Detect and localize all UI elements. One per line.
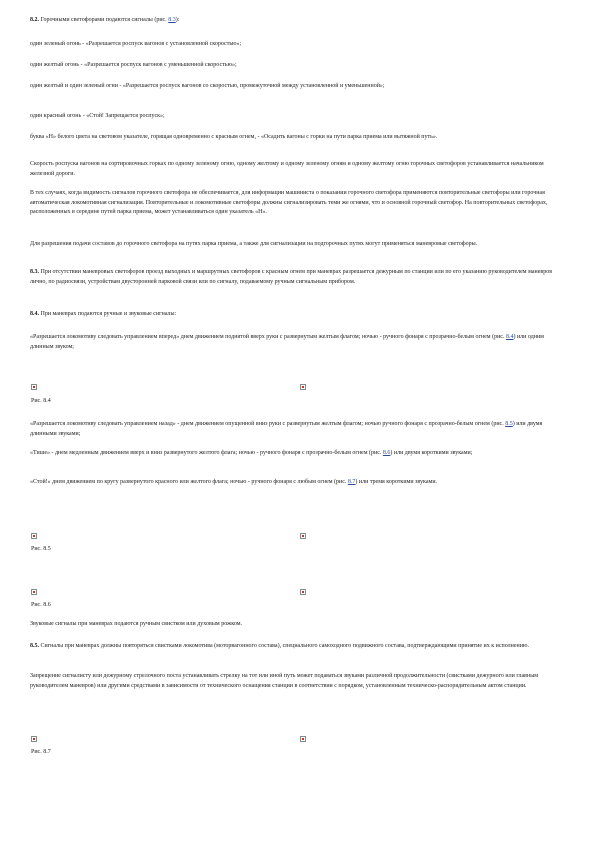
section-number: 8.5.	[30, 643, 39, 649]
signal-red: один красный огонь - «Стой! Запрещается роспуск»;	[30, 113, 165, 119]
paragraph-8-4	[30, 310, 565, 320]
figure-caption-8-6: Рис. 8.6	[31, 602, 51, 608]
paragraph-text: При отсутствии маневровых светофоров проезд выходных и маршрутных светофоров с красным огнем при маневрах разрешается дежурным по станции или по его указанию руководителем маневров лично, по радиосвязи, устройствам двусторонней парковой связи или по сигналу, подаваемому ручным сигнальным прибором.	[30, 269, 553, 285]
broken-image-icon	[300, 589, 306, 595]
paragraph-8-5	[30, 642, 555, 652]
figure-link-8-3[interactable]: 8.3	[168, 17, 176, 23]
broken-image-icon	[300, 736, 306, 742]
paragraph-8-3	[30, 268, 565, 287]
signal-letter-n: буква «Н» белого цвета на световом указателе, горящая одновременно с красным огнем, - «Осадить вагоны с горки на пути парка приема или вытяжной путь».	[30, 134, 438, 140]
section-number: 8.3.	[30, 269, 39, 275]
signal-yellow-green: один желтый и один зеленый огни - «Разрешается роспуск вагонов со скоростью, промежуточной между установленной и уменьшенной»;	[30, 83, 385, 89]
figure-caption-8-5: Рис. 8.5	[31, 546, 51, 552]
paragraph-text: «Разрешается локомотиву следовать управлением вперед» днем движением поднятой вверх руки с развернутым желтым флагом; ночью - ручного фонаря с прозрачно-белым огнем (рис.	[30, 334, 506, 340]
speed-paragraph: Скорость роспуска вагонов на сортировочных горках по одному зеленому огню, одному желтому и одному зеленому огням и одному желтому огню горочных светофоров устанавливается начальником железной дороги.	[30, 161, 544, 177]
paragraph-text-end: ) или одним длинным звуком;	[30, 334, 544, 350]
broken-image-icon	[300, 384, 306, 390]
sound-signals-paragraph: Звуковые сигналы при маневрах подаются ручным свистком или духовым рожком.	[30, 621, 242, 627]
signal-stop	[30, 478, 565, 488]
paragraph-8-2	[30, 16, 565, 26]
prohibition-paragraph: Запрещение сигналисту или дежурному стрелочного поста устанавливать стрелку на тот или иной путь может подаваться звуками различной продолжительности (свистками дежурного или главным руководителем маневров) или другими средствами в зависимости от технического оснащения станции в соответствии с порядком, установленным техническо-распорядительным актом станции.	[30, 673, 539, 689]
signal-slower	[30, 449, 565, 459]
broken-image-icon	[31, 533, 37, 539]
shunting-lights-paragraph: Для разрешения подачи составов до горочного светофора на путях парка приема, а также для сигнализации на подгорочных путях могут применяться маневровые светофоры.	[30, 241, 478, 247]
paragraph-text-end: ) или тремя короткими звуками.	[355, 479, 438, 485]
paragraph-text: При маневрах подаются ручные и звуковые сигналы:	[39, 311, 177, 317]
figure-link-8-4[interactable]: 8.4	[505, 334, 514, 340]
broken-image-icon	[31, 384, 37, 390]
paragraph-text-end: ):	[175, 17, 180, 23]
paragraph-text: «Разрешается локомотиву следовать управлением назад» - днем движением опущенной вниз руки с развернутым желтым флагом; ночью ручного фонаря с прозрачно-белым огнем (рис.	[30, 421, 506, 427]
paragraph-text: Горочными светофорами подаются сигналы (рис.	[39, 17, 169, 23]
figure-link-8-7[interactable]: 8.7	[347, 479, 356, 485]
figure-caption-8-4: Рис. 8.4	[31, 398, 51, 404]
paragraph-text: Сигналы при маневрах должны повторяться свистками локомотива (моторвагонного состава), специального самоходного подвижного состава, подтверждающими принятие их к исполнению.	[39, 643, 529, 649]
paragraph-text: «Стой!» днем движением по кругу развернутого красного или желтого флага; ночью - ручного фонаря с любым огнем (рис.	[30, 479, 348, 485]
broken-image-icon	[31, 589, 37, 595]
broken-image-icon	[31, 736, 37, 742]
figure-link-8-6[interactable]: 8.6	[382, 450, 391, 456]
paragraph-text: «Тише» - днем медленным движением вверх и вниз развернутого желтого флага; ночью - ручного фонаря с прозрачно-белым огнем (рис.	[30, 450, 383, 456]
signal-forward	[30, 333, 565, 352]
signal-backward	[30, 420, 565, 439]
section-number: 8.4.	[30, 311, 39, 317]
figure-link-8-5[interactable]: 8.5	[505, 421, 513, 427]
signal-green: один зеленый огонь - «Разрешается роспуск вагонов с установленной скоростью»;	[30, 41, 242, 47]
broken-image-icon	[300, 533, 306, 539]
signal-yellow: один желтый огонь - «Разрешается роспуск вагонов с уменьшенной скоростью»;	[30, 62, 237, 68]
figure-caption-8-7: Рис. 8.7	[31, 749, 51, 755]
section-number: 8.2.	[30, 17, 39, 23]
repeater-paragraph: В тех случаях, когда видимость сигналов горочного светофора не обеспечивается, для информации машиниста о показании горочного светофора применяются повторительные светофоры или горочная автоматическая локомотивная сигнализация. Повторительные и локомотивные светофоры должны сигнализировать теми же огнями, что и основной горочный светофор. На повторительных светофорах, расположенных в середине путей парка приема, может устанавливаться один указатель «Н».	[30, 190, 548, 215]
paragraph-text-end: ) или двумя короткими звуками;	[390, 450, 473, 456]
paragraph-text-end: ) или двумя длинными звуками;	[30, 421, 543, 437]
